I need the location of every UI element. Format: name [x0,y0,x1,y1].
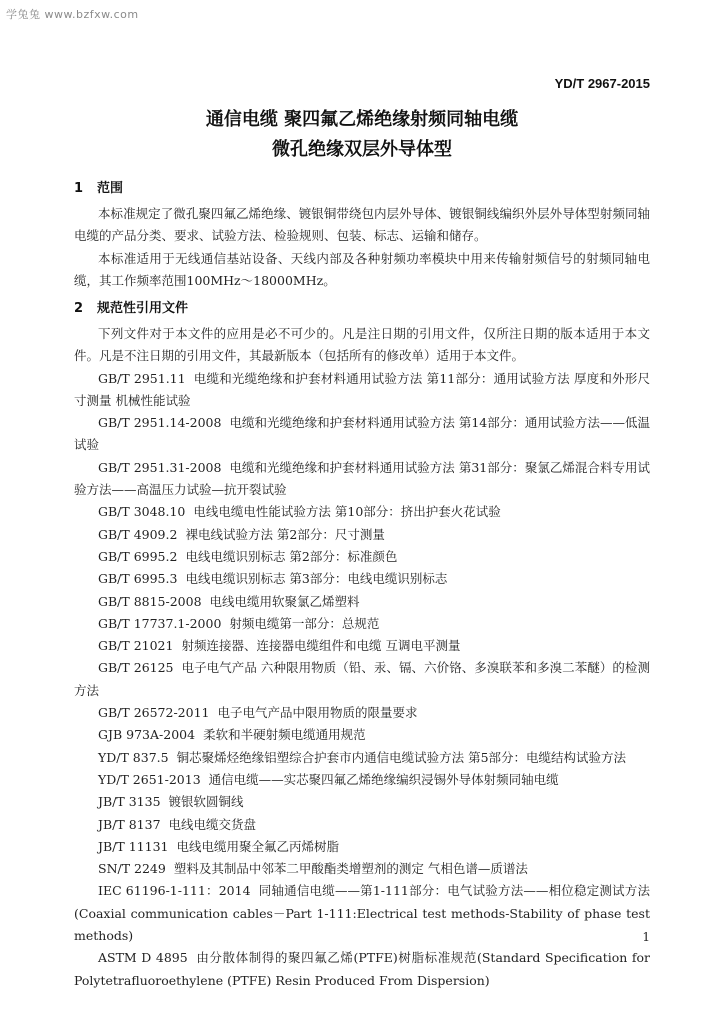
reference-item [74,613,650,635]
reference-item [74,568,650,590]
reference-title: 由分散体制得的聚四氟乙烯(PTFE)树脂标准规范(Standard Specification for Polytetrafluoroethylene (PTFE) Resin Produced From Dispersion) [74,950,651,988]
section-1-heading [74,177,123,196]
reference-title: 电子电气产品中限用物质的限量要求 [217,705,418,721]
reference-item [74,747,650,769]
watermark: 学兔兔 www.bzfxw.com [6,8,139,21]
reference-code: JB/T 11131 [98,838,169,854]
reference-code: GB/T 4909.2 [98,526,178,542]
section-2-intro: 下列文件对于本文件的应用是必不可少的。凡是注日期的引用文件，仅所注日期的版本适用于本文件。凡是不注日期的引用文件，其最新版本（包括所有的修改单）适用于本文件。 [74,326,650,364]
reference-item [74,947,650,992]
section-1-body [74,203,650,292]
reference-title: 镀银软圆铜线 [168,794,244,810]
document-title-line-2: 微孔绝缘双层外导体型 [272,139,452,160]
section-1-number: 1 [74,181,84,196]
reference-title: 柔软和半硬射频电缆通用规范 [203,727,366,743]
reference-code: JB/T 3135 [98,794,161,810]
section-2-number: 2 [74,301,84,316]
reference-item [74,657,650,702]
standard-code: YD/T 2967-2015 [554,76,650,91]
reference-code: ASTM D 4895 [98,950,188,966]
reference-title: 电线电缆用软聚氯乙烯塑料 [209,593,360,609]
reference-code: GB/T 21021 [98,638,174,654]
reference-title: 电线电缆用聚全氟乙丙烯树脂 [176,838,339,854]
reference-item [74,524,650,546]
reference-title: 射频电缆第一部分：总规范 [229,615,380,631]
document-title-line-1: 通信电缆 聚四氟乙烯绝缘射频同轴电缆 [205,109,519,130]
reference-code: GB/T 17737.1-2000 [98,615,222,631]
reference-item [74,635,650,657]
reference-title: 铜芯聚烯烃绝缘铝塑综合护套市内通信电缆试验方法 第5部分：电缆结构试验方法 [176,749,627,765]
reference-code: GB/T 2951.31-2008 [98,459,222,475]
section-2-title: 规范性引用文件 [97,301,189,316]
reference-code: GB/T 6995.3 [98,571,178,587]
reference-title: 通信电缆——实芯聚四氟乙烯绝缘编织浸锡外导体射频同轴电缆 [208,771,559,787]
reference-code: YD/T 2651-2013 [98,771,201,787]
reference-title: 电缆和光缆绝缘和护套材料通用试验方法 第11部分：通用试验方法 厚度和外形尺寸测量 机械性能试验 [74,370,650,408]
reference-code: GB/T 2951.14-2008 [98,415,222,431]
reference-item [74,769,650,791]
section-2-body [74,323,650,992]
reference-code: GJB 973A-2004 [98,727,196,743]
reference-title: 塑料及其制品中邻苯二甲酸酯类增塑剂的测定 气相色谱—质谱法 [173,861,528,877]
reference-item [74,412,650,457]
reference-code: GB/T 26125 [98,660,174,676]
reference-item [74,702,650,724]
reference-title: 电线电缆电性能试验方法 第10部分：挤出护套火花试验 [193,504,501,520]
reference-code: GB/T 8815-2008 [98,593,202,609]
reference-item [74,791,650,813]
reference-code: GB/T 3048.10 [98,504,186,520]
reference-title: 裸电线试验方法 第2部分：尺寸测量 [185,526,385,542]
reference-code: GB/T 6995.2 [98,548,178,564]
reference-code: IEC 61196-1-111：2014 [98,883,251,899]
reference-code: GB/T 2951.11 [98,370,186,386]
page-number: 1 [642,930,650,944]
reference-code: GB/T 26572-2011 [98,705,210,721]
reference-item [74,880,650,947]
reference-title: 电缆和光缆绝缘和护套材料通用试验方法 第31部分：聚氯乙烯混合料专用试验方法——高温压力试验—抗开裂试验 [74,459,651,498]
reference-title: 电线电缆识别标志 第3部分：电线电缆识别标志 [185,571,448,587]
reference-item [74,457,650,502]
reference-item [74,724,650,746]
section-1-paragraph: 本标准适用于无线通信基站设备、天线内部及各种射频功率模块中用来传输射频信号的射频同轴电缆，其工作频率范围100MHz～18000MHz。 [74,250,650,288]
reference-item [74,368,650,413]
reference-item [74,836,650,858]
reference-item [74,501,650,523]
reference-title: 电子电气产品 六种限用物质（铅、汞、镉、六价铬、多溴联苯和多溴二苯醚）的检测方法 [74,660,650,698]
reference-code: SN/T 2249 [98,861,166,877]
reference-item [74,814,650,836]
section-1-paragraph: 本标准规定了微孔聚四氟乙烯绝缘、镀银铜带绕包内层外导体、镀银铜线编织外层外导体型射频同轴电缆的产品分类、要求、试验方法、检验规则、包装、标志、运输和储存。 [74,206,650,244]
reference-code: JB/T 8137 [98,816,161,832]
reference-item [74,546,650,568]
reference-title: 电缆和光缆绝缘和护套材料通用试验方法 第14部分：通用试验方法——低温试验 [74,415,651,453]
section-2-heading [74,297,188,316]
section-1-title: 范围 [97,181,124,196]
reference-item [74,858,650,880]
reference-code: YD/T 837.5 [98,749,169,765]
reference-title: 同轴通信电缆——第1-111部分：电气试验方法——相位稳定测试方法(Coaxial communication cables－Part 1-111:Electrical test methods-Stability of phase test methods) [74,883,650,944]
reference-title: 射频连接器、连接器电缆组件和电缆 互调电平测量 [181,638,461,654]
reference-item [74,591,650,613]
reference-title: 电线电缆交货盘 [168,816,257,832]
reference-title: 电线电缆识别标志 第2部分：标准颜色 [185,548,398,564]
